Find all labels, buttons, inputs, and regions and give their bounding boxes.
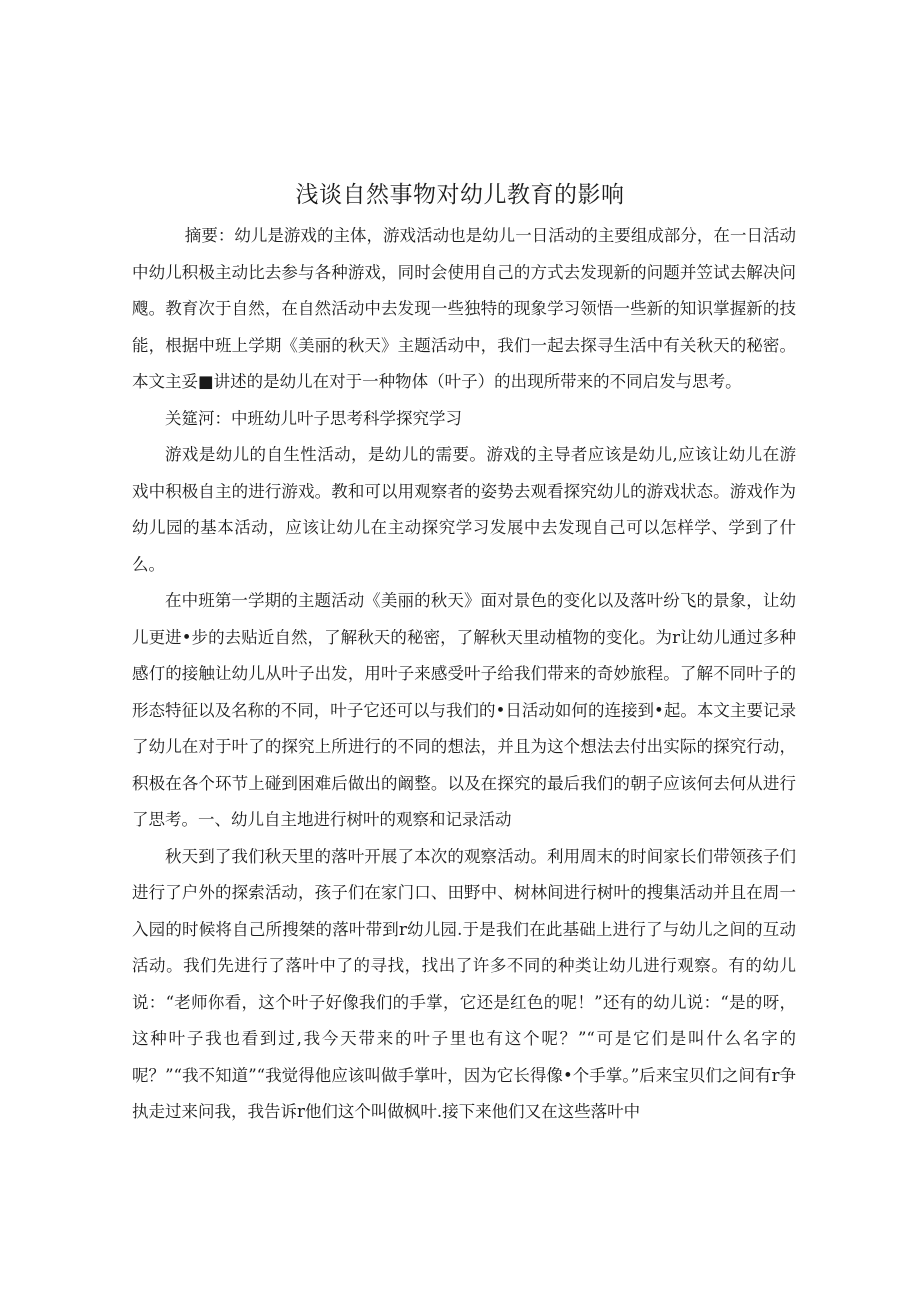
document-title: 浅谈自然事物对幼儿教育的影响: [295, 182, 625, 208]
keywords-paragraph: 关筵河：中班幼儿叶子思考科学探究学习: [165, 408, 462, 428]
abstract-paragraph: 摘要：幼儿是游戏的主体，游戏活动也是幼儿一日活动的主要组成部分，在一日活动中幼儿积极主动比去参与各种游戏，同时会使用自己的方式去发现新的问题并笠试去解决问飕。教育次于自然，在自然活动中去发现一些独特的现象学习领悟一些新的知识掌握新的技能，根据中班上学期《美丽的秋天》主题活动中，我们一起去探寻生活中有关秋天的秘密。本文主妥■讲述的是幼儿在对于一种物体（叶子）的出现所带来的不同启发与思考。: [132, 226, 796, 391]
body-paragraph: 在中班第一学期的主题活动《美丽的秋天》面对景色的变化以及落叶纷飞的景象，让幼儿更进•步的去贴近自然，了解秋天的秘密，了解秋天里动植物的变化。为r让幼儿通过多种感仃的接触让幼儿从叶子出发，用叶子来感受叶子给我们带来的奇妙旅程。了解不同叶子的形态特征以及名称的不同，叶子它还可以与我们的•日活动如何的连接到•起。本文主要记录了幼儿在对于叶了的探究上所进行的不同的想法，并且为这个想法去付出实际的探究行动，积极在各个环节上碰到困难后做出的阚整。以及在探究的最后我们的朝子应该何去何从进行了思考。一、幼儿自主地进行树叶的观察和记录活动: [132, 591, 796, 829]
body-paragraph: 秋天到了我们秋天里的落叶开展了本次的观察活动。利用周末的时间家长们带领孩子们进行了户外的探索活动，孩子们在家门口、田野中、树林间进行树叶的搜集活动并且在周一入园的时候将自己所搜桀的落叶带到r幼儿园.于是我们在此基础上进行了与幼儿之间的互动活动。我们先进行了落叶中了的寻找，找出了许多不同的种类让幼儿进行观察。有的幼儿说：“老师你看，这个叶子好像我们的手掌，它还是红色的呢！”还有的幼儿说：“是的呀，这种叶子我也看到过,我今天带来的叶子里也有这个呢？”“可是它们是叫什么名字的呢？”“我不知道”“我觉得他应该叫做手掌叶，因为它长得像•个手掌。”后来宝贝们之间有r争执走过来问我，我告诉r他们这个叫做枫叶.接下来他们又在这些落叶中: [132, 846, 796, 1121]
body-paragraph: 游戏是幼儿的自生性活动，是幼儿的需要。游戏的主导者应该是幼儿,应该让幼儿在游戏中积极自主的进行游戏。教和可以用观察者的姿势去观看探究幼儿的游戏状态。游戏作为幼儿园的基本活动，应该让幼儿在主动探究学习发展中去发现自己可以怎样学、学到了什么。: [132, 445, 796, 574]
document-body: [132, 218, 796, 1131]
